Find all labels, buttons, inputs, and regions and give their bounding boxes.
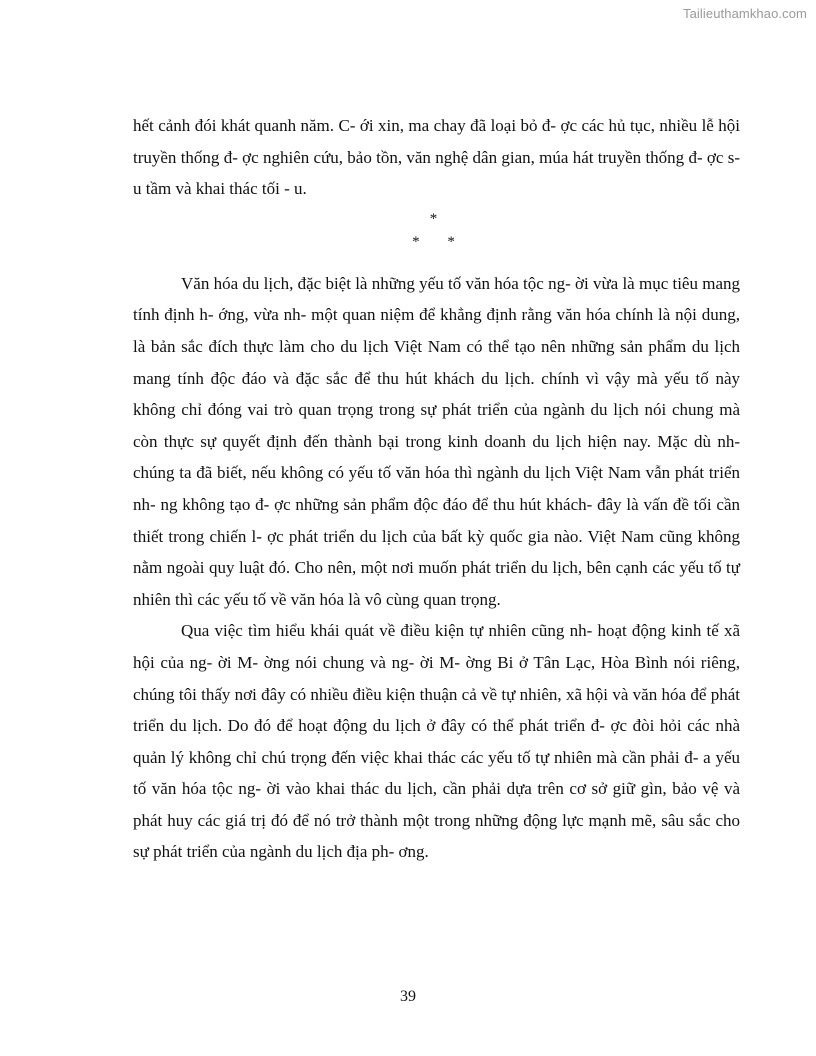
page-number: 39 xyxy=(400,988,416,1005)
watermark: Tailieuthamkhao.com xyxy=(682,6,807,21)
paragraph-continuation: hết cảnh đói khát quanh năm. C- ới xin, ma chay đã loại bỏ đ- ợc các hủ tục, nhiều lễ hội truyền thống đ- ợc nghiên cứu, bảo tồn, văn nghệ dân gian, múa hát truyền thống đ- ợc s- u tầm và khai thác tối - u. xyxy=(133,116,740,199)
separator-top-asterisk: * xyxy=(429,210,438,227)
page-body xyxy=(133,110,740,868)
paragraph-cultural-tourism: Văn hóa du lịch, đặc biệt là những yếu tố văn hóa tộc ng- ời vừa là mục tiêu mang tính định h- ớng, vừa nh- một quan niệm để khẳng định rằng văn hóa chính là nội dung, là bản sắc đích thực làm cho du lịch Việt Nam có thể tạo nên những sản phẩm du lịch mang tính độc đáo và đặc sắc để thu hút khách du lịch. chính vì vậy mà yếu tố này không chỉ đóng vai trò quan trọng trong sự phát triển của ngành du lịch nói chung mà còn thực sự quyết định đến thành bại trong kinh doanh du lịch hiện nay. Mặc dù nh- chúng ta đã biết, nếu không có yếu tố văn hóa thì ngành du lịch Việt Nam vẫn phát triển nh- ng không tạo đ- ợc những sản phẩm độc đáo để thu hút khách- đây là vấn đề tối cần thiết trong chiến l- ợc phát triển du lịch của bất kỳ quốc gia nào. Việt Nam cũng không nằm ngoài quy luật đó. Cho nên, một nơi muốn phát triển du lịch, bên cạnh các yếu tố tự nhiên thì các yếu tố về văn hóa là vô cùng quan trọng. xyxy=(133,273,740,609)
paragraph-conclusion: Qua việc tìm hiểu khái quát về điều kiện tự nhiên cũng nh- hoạt động kinh tế xã hội của ng- ời M- ờng nói chung và ng- ời M- ờng Bi ở Tân Lạc, Hòa Bình nói riêng, chúng tôi thấy nơi đây có nhiều điều kiện thuận cả về tự nhiên, xã hội và văn hóa để phát triển du lịch. Do đó để hoạt động du lịch ở đây có thể phát triển đ- ợc đòi hỏi các nhà quản lý không chỉ chú trọng đến việc khai thác các yếu tố tự nhiên mà cần phải đ- a yếu tố văn hóa tộc ng- ời vào khai thác du lịch, cần phải dựa trên cơ sở giữ gìn, bảo vệ và phát huy các giá trị đó để nó trở thành một trong những động lực mạnh mẽ, sâu sắc cho sự phát triển của ngành du lịch địa ph- ơng. xyxy=(133,621,740,862)
section-separator xyxy=(127,205,740,268)
separator-bottom-asterisks: * * xyxy=(412,233,455,250)
